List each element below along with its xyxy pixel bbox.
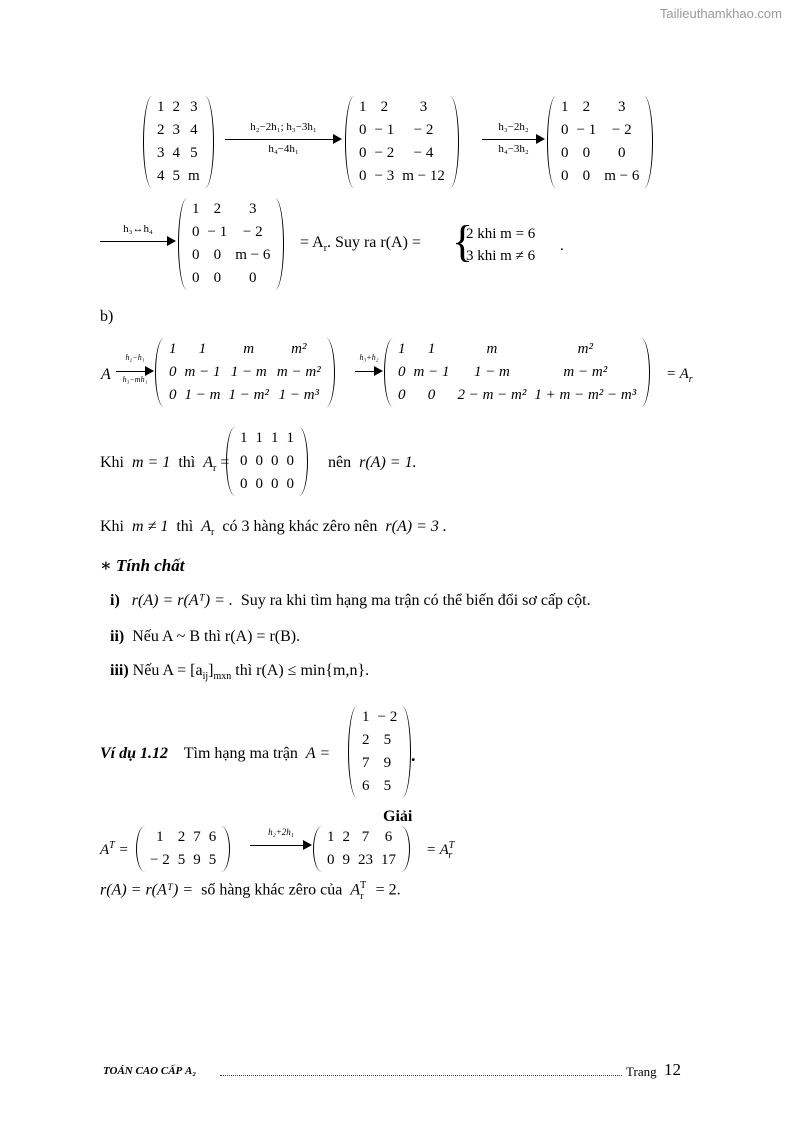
matrix-cell: − 2: [150, 852, 170, 868]
matrix-cell: 1: [286, 430, 294, 446]
example-line: Ví dụ 1.12 Tìm hạng ma trận A =: [100, 745, 331, 762]
matrix-row: [188, 221, 274, 244]
matrix-cell: 5: [208, 852, 217, 868]
matrix-table: [355, 96, 449, 188]
matrix-row: [188, 267, 274, 290]
matrix-m1: [226, 427, 308, 496]
property-i: i) r(A) = r(Aᵀ) = . Suy ra khi tìm hạng ma trận có thể biến đổi sơ cấp cột.: [110, 592, 591, 609]
matrix-table: [323, 826, 400, 872]
matrix-cell: 0: [427, 387, 436, 403]
footer-title: TOÁN CAO CẤP A₂: [103, 1065, 197, 1077]
matrix-cell: 2 − m − m²: [457, 387, 527, 403]
matrix-cell: − 1: [576, 122, 597, 138]
matrix-cell: 6: [362, 778, 370, 794]
ATr-label: = $A^T_r$: [426, 840, 455, 861]
matrix-cell: m: [188, 168, 200, 184]
matrix-cell: 1: [561, 99, 569, 115]
matrix-row: [394, 384, 640, 407]
matrix-cell: 1: [198, 341, 207, 357]
matrix-cell: 23: [358, 852, 373, 868]
matrix-cell: 17: [381, 852, 396, 868]
matrix-table: [394, 338, 640, 407]
matrix-cell: 9: [193, 852, 201, 868]
matrix-1c: [547, 96, 653, 188]
matrix-cell: − 2: [377, 709, 398, 725]
matrix-cell: 0: [240, 453, 248, 469]
matrix-cell: 0: [169, 387, 177, 403]
matrix-ATr: [313, 826, 410, 872]
matrix-cell: m − 6: [235, 247, 271, 263]
matrix-row: [355, 96, 449, 119]
matrix-cell: − 2: [413, 122, 434, 138]
matrix-cell: 1: [327, 829, 335, 845]
matrix-table: [146, 826, 220, 872]
matrix-cell: 1: [192, 201, 200, 217]
matrix-cell: 2: [582, 99, 591, 115]
matrix-row: [153, 165, 204, 188]
matrix-cell: 4: [172, 145, 180, 161]
matrix-cell: 1 − m³: [278, 387, 320, 403]
op-1-bot: h₄−4h₁: [268, 143, 299, 155]
matrix-cell: 0: [286, 476, 294, 492]
matrix-row: [323, 826, 400, 849]
matrix-row: [557, 142, 643, 165]
matrix-row: [153, 119, 204, 142]
matrix-cell: 4: [157, 168, 165, 184]
matrix-table: [557, 96, 643, 188]
matrix-cell: 0: [213, 270, 222, 286]
matrix-cell: 0: [359, 145, 367, 161]
matrix-cell: 0: [240, 476, 248, 492]
matrix-b2: [384, 338, 650, 407]
matrix-cell: 0: [271, 476, 279, 492]
footer-page-number: 12: [664, 1060, 681, 1079]
matrix-cell: 0: [327, 852, 335, 868]
matrix-cell: 1 − m: [473, 364, 510, 380]
matrix-cell: 1 − m: [184, 387, 221, 403]
matrix-row: [188, 198, 274, 221]
AT-label: $A^T$ =: [100, 840, 129, 858]
matrix-row: [355, 119, 449, 142]
matrix-cell: 3: [249, 201, 257, 217]
matrix-row: [188, 244, 274, 267]
matrix-cell: m − 1: [184, 364, 221, 380]
brace: {: [452, 217, 474, 266]
matrix-row: [557, 96, 643, 119]
property-iii: iii) Nếu $A = [a_{ij}]_{mxn}$ thì r(A) ≤ min{m,n}.: [110, 662, 370, 683]
op-arrow-1: [225, 120, 342, 160]
matrix-cell: 0: [582, 145, 591, 161]
conclusion: r(A) = r(Aᵀ) = số hàng khác zêro của $A^T_r$ = 2.: [100, 880, 401, 902]
matrix-cell: 7: [361, 829, 370, 845]
op-arrow-ex: [250, 826, 312, 866]
matrix-cell: 5: [383, 732, 392, 748]
matrix-cell: m²: [577, 341, 593, 357]
matrix-row: [394, 361, 640, 384]
matrix-cell: 1: [427, 341, 436, 357]
case-1: 2 khi m = 6: [466, 226, 536, 242]
matrix-cell: 3: [190, 99, 198, 115]
solution-heading: Giải: [383, 808, 413, 825]
matrix-cell: 7: [362, 755, 370, 771]
op-2-top: h₃−2h₂: [498, 121, 529, 133]
op-2-bot: h₄−3h₂: [498, 143, 529, 155]
matrix-1b: [345, 96, 459, 188]
matrix-cell: 3: [172, 122, 180, 138]
matrix-row: [146, 826, 220, 849]
matrix-row: [236, 473, 298, 496]
matrix-cell: 0: [359, 168, 367, 184]
example-end-dot: .: [411, 745, 416, 765]
matrix-row: [146, 849, 220, 872]
matrix-cell: 0: [249, 270, 257, 286]
matrix-cell: 6: [384, 829, 393, 845]
matrix-row: [358, 752, 401, 775]
matrix-table: [153, 96, 204, 188]
matrix-cell: 1: [359, 99, 367, 115]
end-dot: .: [560, 238, 564, 254]
op-b1-top: h₂−h₁: [125, 353, 145, 362]
matrix-row: [358, 729, 401, 752]
watermark: Tailieuthamkhao.com: [659, 6, 782, 21]
matrix-cell: 2: [342, 829, 350, 845]
matrix-cell: 0: [561, 168, 569, 184]
matrix-cell: m − 12: [402, 168, 445, 184]
matrix-row: [236, 450, 298, 473]
matrix-cell: 0: [255, 453, 263, 469]
matrix-cell: 0: [213, 247, 222, 263]
matrix-row: [394, 338, 640, 361]
matrix-cell: 0: [561, 145, 569, 161]
matrix-cell: 3: [157, 145, 165, 161]
matrix-cell: 1: [156, 829, 164, 845]
matrix-row: [358, 706, 401, 729]
matrix-row: [355, 165, 449, 188]
matrix-row: [236, 427, 298, 450]
matrix-cell: m − m²: [563, 364, 608, 380]
matrix-cell: 2: [172, 99, 180, 115]
footer-dots: [220, 1075, 622, 1076]
matrix-cell: m²: [291, 341, 307, 357]
properties-heading: ∗ Tính chất: [100, 556, 185, 575]
matrix-1d: [178, 198, 284, 290]
matrix-cell: 2: [362, 732, 370, 748]
op-ex: h₂+2h₁: [268, 827, 294, 837]
matrix-AT: [136, 826, 230, 872]
matrix-row: [557, 165, 643, 188]
matrix-cell: 0: [398, 364, 406, 380]
case-m1-result: nên r(A) = 1.: [328, 454, 417, 471]
matrix-cell: 0: [561, 122, 569, 138]
matrix-cell: 0: [271, 453, 279, 469]
matrix-b1: [155, 338, 335, 407]
matrix-cell: 1: [157, 99, 165, 115]
matrix-cell: − 3: [374, 168, 395, 184]
op-1-top: h₂−2h₁; h₃−3h₁: [250, 121, 317, 133]
matrix-cell: m − 6: [604, 168, 640, 184]
op-arrow-2: [482, 120, 545, 160]
property-ii: ii) Nếu A ~ B thì r(A) = r(B).: [110, 628, 301, 645]
matrix-cell: − 1: [374, 122, 395, 138]
op-arrow-b2: [355, 352, 383, 392]
matrix-cell: − 1: [207, 224, 228, 240]
case-m1-line: Khi m = 1 thì $A_r$ =: [100, 454, 230, 475]
matrix-row: [165, 384, 325, 407]
matrix-cell: − 2: [374, 145, 395, 161]
matrix-cell: 5: [172, 168, 180, 184]
matrix-cell: 2: [177, 829, 186, 845]
matrix-row: [557, 119, 643, 142]
matrix-1a: [143, 96, 214, 188]
matrix-table: [236, 427, 298, 496]
op-b2: h₃+h₂: [359, 353, 379, 362]
matrix-cell: 5: [177, 852, 186, 868]
matrix-cell: 0: [255, 476, 263, 492]
footer-page-label: Trang: [626, 1064, 657, 1079]
matrix-cell: 1: [398, 341, 406, 357]
op-arrow-b1: [116, 352, 154, 392]
matrix-row: [323, 849, 400, 872]
matrix-cell: 5: [383, 778, 392, 794]
matrix-cell: 1: [240, 430, 248, 446]
example-label: Ví dụ 1.12: [100, 745, 169, 762]
matrix-cell: 1: [271, 430, 279, 446]
matrix-cell: 7: [193, 829, 201, 845]
part-b-label: b): [100, 308, 114, 325]
matrix-table: [165, 338, 325, 407]
matrix-cell: 0: [192, 247, 200, 263]
part-b-A: A: [101, 366, 111, 383]
matrix-cell: − 2: [242, 224, 263, 240]
matrix-cell: 0: [359, 122, 367, 138]
case-m-ne1-line: Khi m ≠ 1 thì $A_r$ có 3 hàng khác zêro nên r(A) = 3 .: [100, 518, 447, 539]
op-arrow-3: [100, 222, 176, 262]
matrix-cell: m − 1: [413, 364, 450, 380]
matrix-cell: 1 + m − m² − m³: [534, 387, 637, 403]
matrix-cell: 3: [419, 99, 428, 115]
matrix-cell: m: [486, 341, 498, 357]
matrix-row: [153, 142, 204, 165]
matrix-row: [358, 775, 401, 798]
op-b1-bot: h₃−mh₁: [122, 375, 148, 384]
matrix-cell: 0: [192, 270, 200, 286]
matrix-cell: 3: [618, 99, 626, 115]
matrix-cell: 5: [190, 145, 198, 161]
matrix-cell: 1 − m²: [228, 387, 269, 403]
matrix-cell: 1: [255, 430, 263, 446]
matrix-cell: − 4: [413, 145, 434, 161]
matrix-cell: 1 − m: [230, 364, 267, 380]
matrix-cell: m: [243, 341, 255, 357]
matrix-cell: 0: [398, 387, 406, 403]
matrix-cell: 9: [342, 852, 350, 868]
matrix-cell: 0: [169, 364, 177, 380]
matrix-example: [348, 706, 411, 798]
op-3: h₃↔h₄: [123, 223, 153, 235]
part-b-ar: = $A_r$: [666, 366, 693, 385]
matrix-cell: 2: [380, 99, 389, 115]
matrix-cell: 0: [582, 168, 591, 184]
case-2: 3 khi m ≠ 6: [466, 248, 536, 264]
matrix-cell: − 2: [611, 122, 632, 138]
matrix-cell: 1: [169, 341, 177, 357]
matrix-row: [153, 96, 204, 119]
matrix-cell: 0: [192, 224, 200, 240]
matrix-cell: 9: [383, 755, 392, 771]
matrix-row: [355, 142, 449, 165]
matrix-table: [358, 706, 401, 798]
matrix-cell: 2: [213, 201, 222, 217]
matrix-cell: 4: [190, 122, 198, 138]
eq-ar: = $A_r$. Suy ra r(A) =: [300, 234, 421, 255]
matrix-cell: m − m²: [276, 364, 321, 380]
matrix-table: [188, 198, 274, 290]
matrix-cell: 0: [286, 453, 294, 469]
matrix-cell: 2: [157, 122, 165, 138]
matrix-row: [165, 361, 325, 384]
matrix-cell: 0: [618, 145, 626, 161]
matrix-cell: 1: [362, 709, 370, 725]
matrix-cell: 6: [208, 829, 217, 845]
matrix-row: [165, 338, 325, 361]
